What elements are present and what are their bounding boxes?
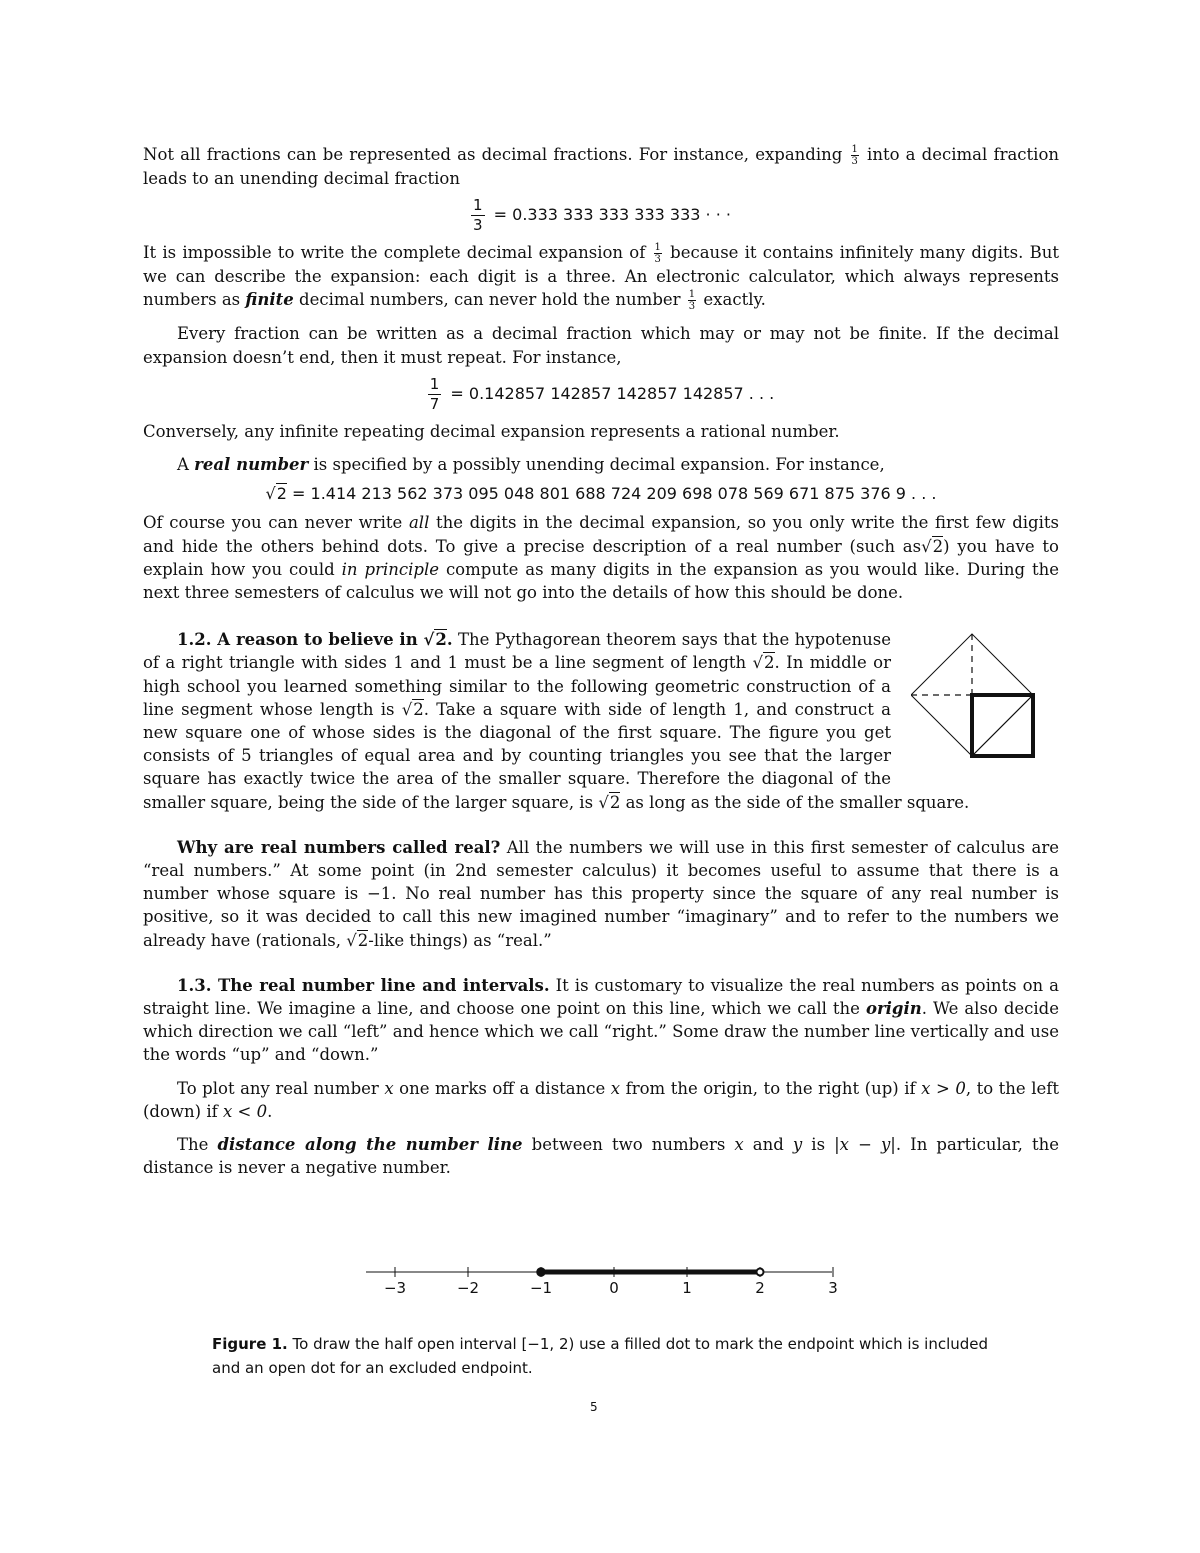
emphasis-in-principle: in principle (341, 559, 439, 579)
smaller-square-diagonal (972, 695, 1033, 756)
paragraph-conversely: Conversely, any infinite repeating decimal expansion represents a rational number. (143, 421, 840, 441)
emphasis-all: all (408, 513, 430, 533)
page-number: 5 (590, 1400, 598, 1414)
caption-text: To draw the half open interval [−1, 2) use a filled dot to mark the endpoint which is included and an open dot for an excluded endpoint. (212, 1335, 989, 1377)
equation-one-seventh: $\frac{1}{7}$ = 0.142857 142857 142857 142857 . . . (429, 374, 775, 413)
text: into a decimal fraction leads to an unending decimal fraction (143, 145, 1059, 188)
caption-label: Figure 1. (212, 1335, 288, 1353)
square-diagonal-figure (911, 630, 1059, 770)
paragraph-impossible: It is impossible to write the complete decimal expansion of $\frac{1}{3}$ because it contains infinitely many digits. But we can describe the expansion: each digit is a three. An electronic calculator, which always represents numbers as finite decimal numbers, can never hold the number $\frac{1}{3}$ exactly. (143, 242, 1059, 313)
section-heading-1-2: 1.2. A reason to believe in √2. (177, 630, 453, 650)
filled-endpoint-dot (537, 1268, 545, 1276)
paragraph-distance: The distance along the number line between two numbers x and y is |x − y|. In particular, the distance is never a negative number. (143, 1135, 1059, 1178)
paragraph-why-real: Why are real numbers called real? All the numbers we will use in this first semester of calculus are “real numbers.” At some point (in 2nd semester calculus) it becomes useful to assume that there is a number whose square is −1. No real number has this property since the square of any real number is positive, so it was decided to call this new imagined number “imaginary” and to refer to the numbers we already have (rationals, √2-like things) as “real.” (143, 837, 1059, 950)
paragraph-of-course: Of course you can never write all the digits in the decimal expansion, so you only write the first few digits and hide the others behind dots. To give a precise description of a real number (such as√2) you have to explain how you could in principle compute as many digits in the expansion as you would like. During the next three semesters of calculus we will not go into the details of how this should be done. (143, 513, 1060, 603)
fraction-one-third: $\frac{1}{3}$ (851, 144, 858, 167)
tick-label: −3 (383, 1279, 407, 1297)
page-body (143, 143, 1059, 1180)
heading-why-real: Why are real numbers called real? (177, 837, 501, 857)
tick-label: 1 (682, 1279, 692, 1297)
number-line-figure (360, 1258, 840, 1308)
emphasis-distance: distance along the number line (217, 1135, 523, 1155)
tick-label: 3 (828, 1279, 838, 1297)
emphasis-finite: finite (245, 290, 294, 310)
paragraph-number-line: 1.3. The real number line and intervals. It is customary to visualize the real numbers as points on a straight line. We imagine a line, and choose one point on this line, which we call the origin. We also decide which direction we call “left” and hence which we call “right.” Some draw the number line vertically and use the words “up” and “down.” (143, 975, 1060, 1065)
figure-caption (212, 1332, 1012, 1380)
tick-label: −1 (529, 1279, 553, 1297)
paragraph-every-fraction: Every fraction can be written as a decimal fraction which may or may not be finite. If the decimal expansion doesn’t end, then it must repeat. For instance, (143, 324, 1059, 367)
section-1-2 (143, 628, 1059, 814)
tick-label: −2 (456, 1279, 480, 1297)
tick-label: 2 (755, 1279, 765, 1297)
emphasis-origin: origin (865, 999, 922, 1019)
paragraph-pythagorean: 1.2. A reason to believe in √2. The Pythagorean theorem says that the hypotenuse of a right triangle with sides 1 and 1 must be a line segment of length √2. In middle or high school you learned something similar to the following geometric construction of a line segment whose length is √2. Take a square with side of length 1, and construct a new square one of whose sides is the diagonal of the first square. The figure you get consists of 5 triangles of equal area and by counting triangles you see that the larger square has exactly twice the area of the smaller square. Therefore the diagonal of the smaller square, being the side of the larger square, is √2 as long as the side of the smaller square. (143, 630, 970, 812)
paragraph-plot: To plot any real number x one marks off a distance x from the origin, to the right (up) if x > 0, to the left (down) if x < 0. (143, 1078, 1059, 1121)
open-endpoint-dot (757, 1269, 764, 1276)
emphasis-real-number: real number (194, 455, 309, 475)
paragraph-real-number: A real number is specified by a possibly unending decimal expansion. For instance, (177, 455, 885, 475)
equation-sqrt2: √2 = 1.414 213 562 373 095 048 801 688 724 209 698 078 569 671 875 376 9 . . . (265, 484, 937, 504)
tick-label: 0 (609, 1279, 619, 1297)
text: Not all fractions can be represented as decimal fractions. For instance, expanding (143, 145, 843, 164)
section-heading-1-3: 1.3. The real number line and intervals. (177, 975, 550, 995)
paragraph-fractions (143, 143, 1059, 190)
equation-one-third: $\frac{1}{3}$ = 0.333 333 333 333 333 · · · (473, 196, 731, 235)
